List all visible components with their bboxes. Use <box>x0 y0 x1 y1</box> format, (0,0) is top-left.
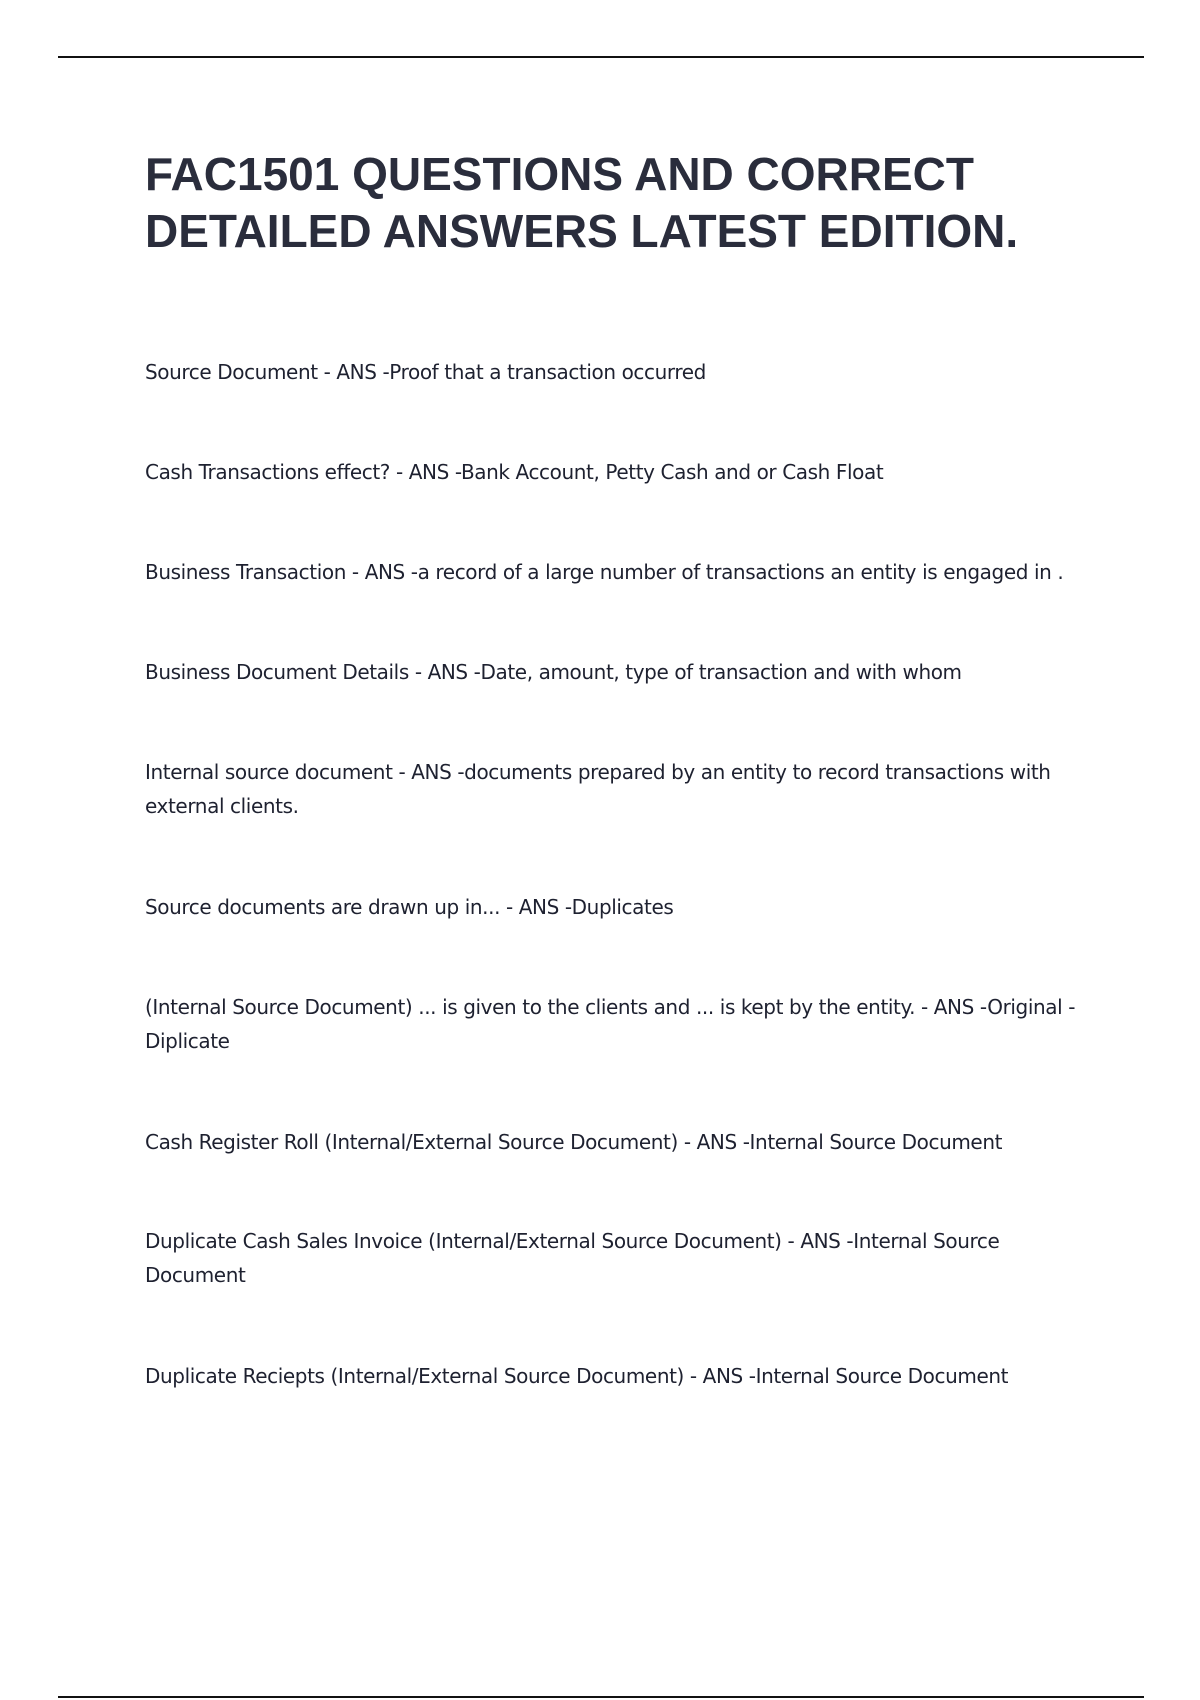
qa-entry: Business Document Details - ANS -Date, amount, type of transaction and with whom <box>145 660 962 684</box>
qa-entry: Source Document - ANS -Proof that a transaction occurred <box>145 360 706 384</box>
qa-entry: Cash Transactions effect? - ANS -Bank Account, Petty Cash and or Cash Float <box>145 460 884 484</box>
qa-entry: Duplicate Cash Sales Invoice (Internal/External Source Document) - ANS -Internal Source Document <box>145 1229 1000 1287</box>
qa-entry: Business Transaction - ANS -a record of a large number of transactions an entity is engaged in . <box>145 560 1064 584</box>
top-divider <box>58 56 1144 58</box>
document-title: FAC1501 QUESTIONS AND CORRECT DETAILED ANSWERS LATEST EDITION. <box>145 148 1019 257</box>
qa-entry: (Internal Source Document) ... is given to the clients and ... is kept by the entity. - ANS -Original - Diplicate <box>145 995 1076 1053</box>
qa-entry: Source documents are drawn up in... - ANS -Duplicates <box>145 895 674 919</box>
qa-entry: Internal source document - ANS -documents prepared by an entity to record transactions with external clients. <box>145 760 1051 818</box>
qa-entry: Duplicate Reciepts (Internal/External Source Document) - ANS -Internal Source Document <box>145 1364 1009 1388</box>
bottom-divider <box>58 1696 1144 1698</box>
qa-entry: Cash Register Roll (Internal/External Source Document) - ANS -Internal Source Document <box>145 1130 1003 1154</box>
